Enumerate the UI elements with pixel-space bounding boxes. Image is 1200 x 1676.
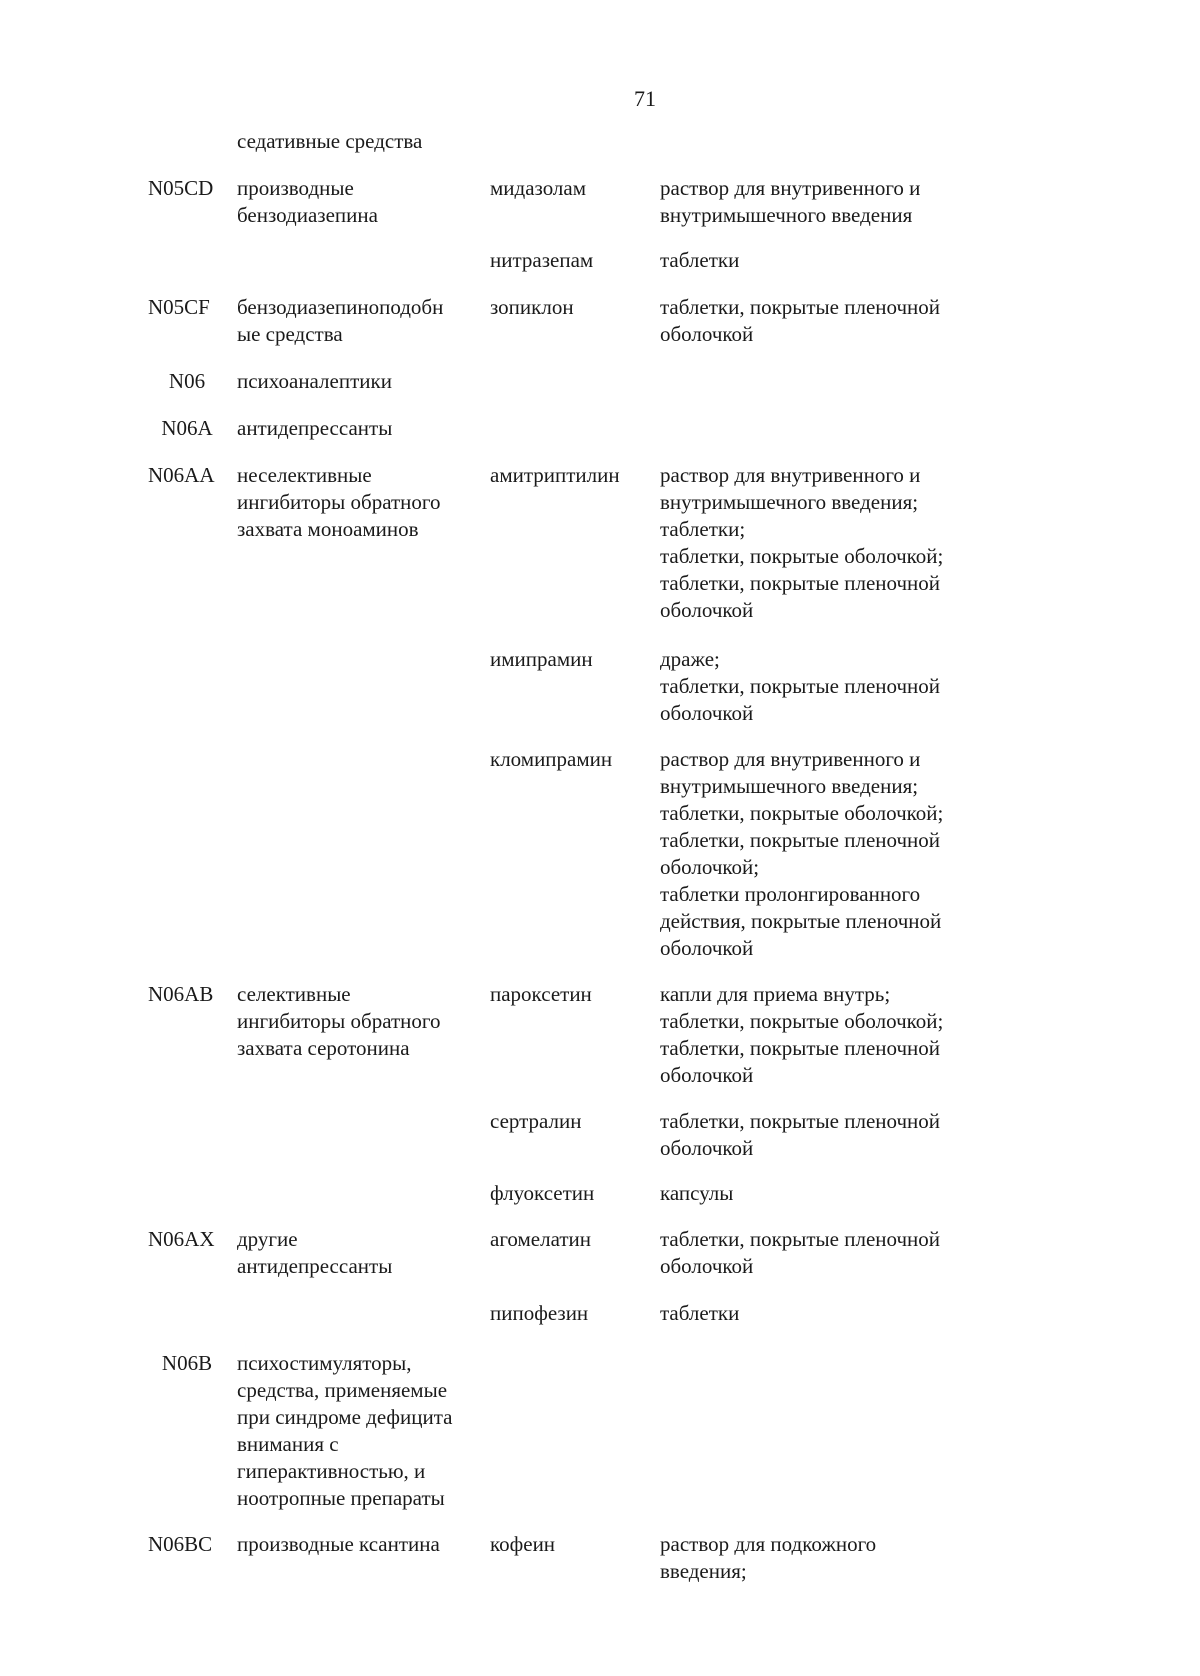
drug-name: зопиклон (490, 295, 574, 319)
pharmacological-class: производные ксантина (237, 1532, 440, 1556)
pharmacological-class: антидепрессанты (237, 416, 393, 440)
drug-name: мидазолам (490, 176, 587, 200)
atc-code: N06BC (148, 1532, 213, 1556)
drug-name: пипофезин (490, 1301, 589, 1325)
pharmacological-class: бензодиазепиноподобн ые средства (237, 295, 444, 346)
drug-name: кофеин (490, 1532, 556, 1556)
dosage-form: таблетки (660, 1301, 740, 1325)
drug-name: сертралин (490, 1109, 582, 1133)
dosage-form: раствор для подкожного введения; (660, 1532, 877, 1583)
drug-name: флуоксетин (490, 1181, 595, 1205)
dosage-form: капсулы (660, 1181, 734, 1205)
atc-code: N05CF (148, 295, 210, 319)
pharmacological-class: неселективные ингибиторы обратного захвата моноаминов (237, 463, 441, 541)
drug-name: нитразепам (490, 248, 594, 272)
atc-code: N06A (161, 416, 213, 440)
atc-code: N06 (168, 369, 206, 393)
dosage-form: раствор для внутривенного и внутримышечного введения; таблетки; таблетки, покрытые оболочкой; таблетки, покрытые пленочной оболочкой (660, 463, 944, 622)
dosage-form: раствор для внутривенного и внутримышечного введения (660, 176, 921, 227)
pharmacological-class: психостимуляторы, средства, применяемые при синдроме дефицита внимания с гиперактивностью, и ноотропные препараты (237, 1351, 453, 1510)
pharmacological-class: психоаналептики (237, 369, 392, 393)
pharmacological-class: другие антидепрессанты (237, 1227, 393, 1278)
page-number: 71 (634, 86, 656, 111)
drug-name: кломипрамин (490, 747, 613, 771)
dosage-form: таблетки, покрытые пленочной оболочкой (660, 1227, 941, 1278)
atc-code: N06B (161, 1351, 213, 1375)
dosage-form: капли для приема внутрь; таблетки, покрытые оболочкой; таблетки, покрытые пленочной оболочкой (660, 982, 944, 1087)
dosage-form: таблетки, покрытые пленочной оболочкой (660, 295, 941, 346)
atc-code: N06AB (148, 982, 214, 1006)
dosage-form: раствор для внутривенного и внутримышечного введения; таблетки, покрытые оболочкой; таблетки, покрытые пленочной оболочкой; таблетки пролонгированного действия, покрытые пленочной оболочкой (660, 747, 944, 960)
atc-code: N06AX (148, 1227, 215, 1251)
pharmacological-class: производные бензодиазепина (237, 176, 378, 227)
dosage-form: драже; таблетки, покрытые пленочной оболочкой (660, 647, 941, 725)
dosage-form: таблетки, покрытые пленочной оболочкой (660, 1109, 941, 1160)
atc-code: N06AA (148, 463, 215, 487)
drug-name: пароксетин (490, 982, 592, 1006)
pharmacological-class: селективные ингибиторы обратного захвата серотонина (237, 982, 441, 1060)
drug-name: агомелатин (490, 1227, 592, 1251)
section-heading: седативные средства (237, 129, 423, 153)
atc-code: N05CD (148, 176, 214, 200)
dosage-form: таблетки (660, 248, 740, 272)
drug-name: амитриптилин (490, 463, 620, 487)
drug-name: имипрамин (490, 647, 593, 671)
